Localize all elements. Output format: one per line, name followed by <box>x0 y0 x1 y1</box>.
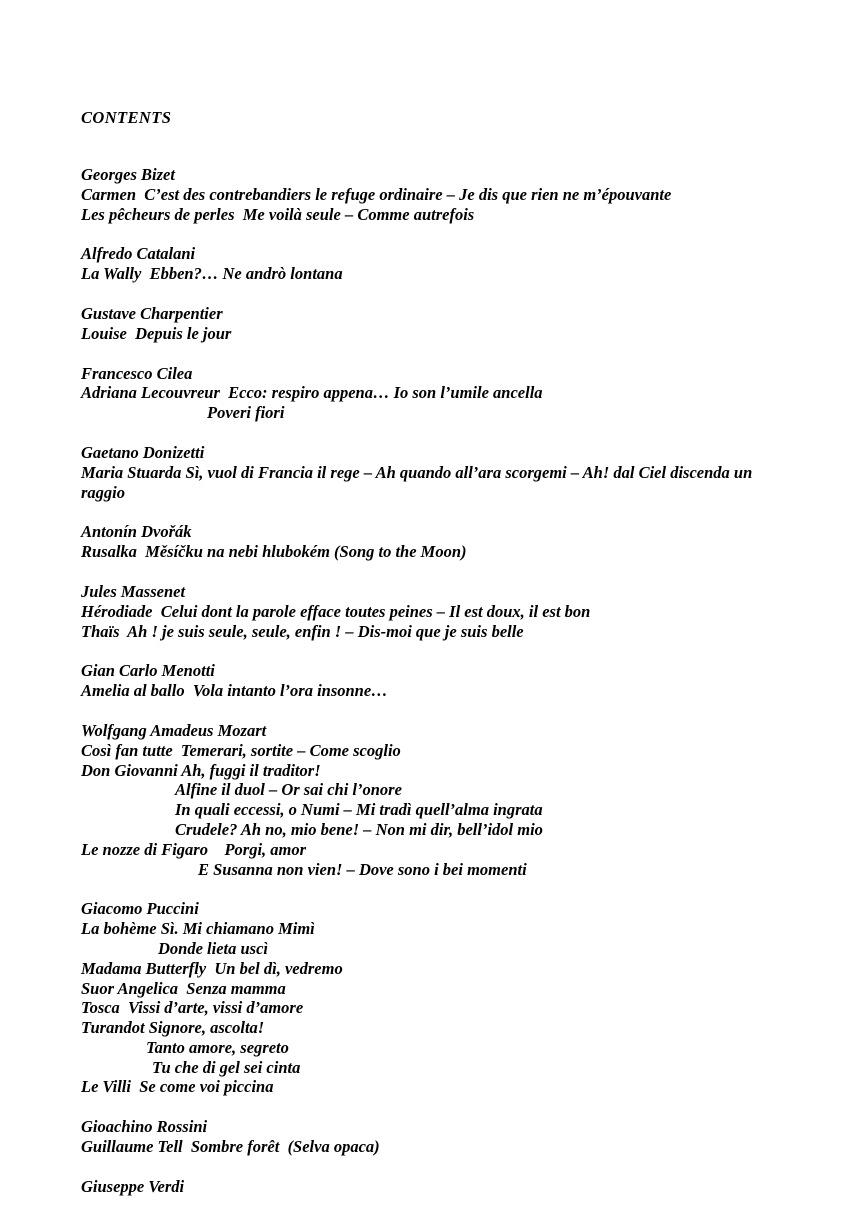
composer-name: Gaetano Donizetti <box>81 442 205 462</box>
composer-section <box>81 165 781 224</box>
composer-sections <box>81 165 781 1197</box>
composer-section <box>81 244 781 284</box>
work-entry: Guillaume Tell Sombre forêt (Selva opaca) <box>81 1137 380 1157</box>
composer-section <box>81 721 781 879</box>
composer-section <box>81 304 781 344</box>
work-entry: Louise Depuis le jour <box>81 323 232 343</box>
contents-body <box>81 108 781 1197</box>
work-entry: Tanto amore, segreto <box>146 1037 289 1057</box>
work-entry: In quali eccessi, o Numi – Mi tradì quell’alma ingrata <box>175 800 543 820</box>
composer-section <box>81 443 781 502</box>
work-entry: Alfine il duol – Or sai chi l’onore <box>175 780 402 800</box>
work-entry: La Wally Ebben?… Ne andrò lontana <box>81 264 343 284</box>
composer-section <box>81 1177 781 1197</box>
work-entry: Adriana Lecouvreur Ecco: respiro appena… Io son l’umile ancella <box>81 383 543 403</box>
work-entry: Tu che di gel sei cinta <box>152 1057 301 1077</box>
composer-section <box>81 522 781 562</box>
work-entry: Suor Angelica Senza mamma <box>81 978 286 998</box>
composer-section <box>81 899 781 1097</box>
composer-name: Giacomo Puccini <box>81 899 199 919</box>
composer-section <box>81 582 781 641</box>
work-entry: Rusalka Měsíčku na nebi hlubokém (Song to the Moon) <box>81 542 467 562</box>
work-entry: La bohème Sì. Mi chiamano Mimì <box>81 919 315 939</box>
composer-name: Alfredo Catalani <box>81 244 196 264</box>
work-entry: Crudele? Ah no, mio bene! – Non mi dir, bell’idol mio <box>175 819 543 839</box>
composer-name: Gian Carlo Menotti <box>81 661 215 681</box>
page-title: CONTENTS <box>81 108 172 127</box>
composer-section <box>81 661 781 701</box>
work-entry: Così fan tutte Temerari, sortite – Come scoglio <box>81 740 401 760</box>
work-entry: Hérodiade Celui dont la parole efface toutes peines – Il est doux, il est bon <box>81 601 591 621</box>
work-entry: Poveri fiori <box>207 403 285 423</box>
composer-name: Georges Bizet <box>81 165 175 184</box>
work-entry: E Susanna non vien! – Dove sono i bei momenti <box>198 859 527 879</box>
composer-section <box>81 1117 781 1157</box>
work-entry: Turandot Signore, ascolta! <box>81 1018 265 1038</box>
work-entry: Le Villi Se come voi piccina <box>81 1077 274 1097</box>
composer-name: Wolfgang Amadeus Mozart <box>81 720 267 740</box>
work-entry: Maria Stuarda Sì, vuol di Francia il rege – Ah quando all’ara scorgemi – Ah! dal Ciel discenda un raggio <box>81 462 753 502</box>
work-entry: Tosca Vissi d’arte, vissi d’amore <box>81 998 304 1018</box>
composer-name: Antonín Dvořák <box>81 522 192 542</box>
composer-name: Francesco Cilea <box>81 363 193 383</box>
work-entry: Le nozze di Figaro Porgi, amor <box>81 839 307 859</box>
work-entry: Donde lieta uscì <box>158 938 268 958</box>
work-entry: Carmen C’est des contrebandiers le refuge ordinaire – Je dis que rien ne m’épouvante <box>81 184 672 204</box>
work-entry: Les pêcheurs de perles Me voilà seule – Comme autrefois <box>81 204 475 224</box>
title-spacer <box>81 128 781 165</box>
work-entry: Don Giovanni Ah, fuggi il traditor! <box>81 760 321 780</box>
composer-name: Gioachino Rossini <box>81 1117 208 1137</box>
composer-section <box>81 364 781 423</box>
composer-name: Giuseppe Verdi <box>81 1176 185 1196</box>
work-entry: Madama Butterfly Un bel dì, vedremo <box>81 958 343 978</box>
composer-name: Jules Massenet <box>81 581 186 601</box>
work-entry: Amelia al ballo Vola intanto l’ora insonne… <box>81 681 388 701</box>
work-entry: Thaïs Ah ! je suis seule, seule, enfin ! – Dis-moi que je suis belle <box>81 621 524 641</box>
composer-name: Gustave Charpentier <box>81 303 223 323</box>
